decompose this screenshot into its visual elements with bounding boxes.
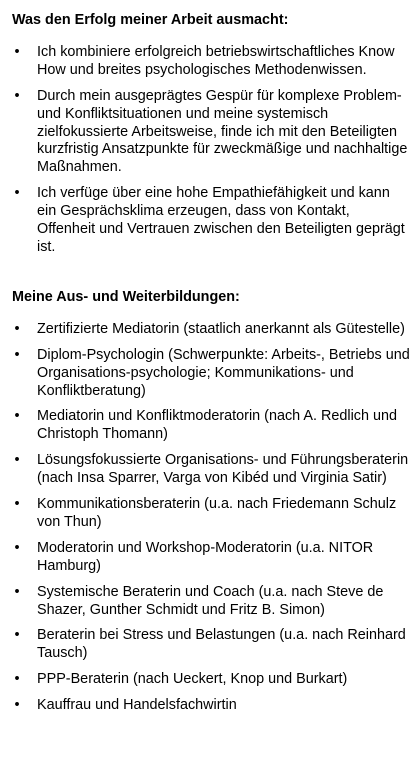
bullet-icon: • — [14, 87, 20, 104]
section-heading-education: Meine Aus- und Weiterbildungen: — [12, 288, 240, 305]
bullet-icon: • — [14, 185, 20, 202]
list-item — [12, 408, 411, 444]
list-item — [12, 584, 411, 620]
list-item-text: PPP-Beraterin (nach Ueckert, Knop und Burkart) — [37, 671, 348, 688]
education-list — [12, 321, 411, 715]
success-factors-list — [12, 44, 411, 257]
section-heading-success: Was den Erfolg meiner Arbeit ausmacht: — [12, 12, 289, 28]
list-item-text: Systemische Beraterin und Coach (u.a. nach Steve de Shazer, Gunther Schmidt und Fritz B. Simon) — [37, 583, 384, 618]
bullet-icon: • — [14, 43, 20, 60]
bullet-icon: • — [14, 452, 20, 469]
list-item — [12, 627, 411, 663]
list-item-text: Lösungsfokussierte Organisations- und Führungsberaterin (nach Insa Sparrer, Varga von Kibéd und Virginia Satir) — [37, 452, 409, 487]
list-item — [12, 496, 411, 532]
bullet-icon: • — [14, 346, 20, 363]
list-item — [12, 185, 411, 257]
list-item-text: Durch mein ausgeprägtes Gespür für komplexe Problem- und Konfliktsituationen und meine systemisch zielfokussierte Arbeitsweise, finde ich mit den Beteiligten kurzfristig Ansatzpunkte für zweckmäßige und nachhaltige Maßnahmen. — [37, 87, 408, 176]
bullet-icon: • — [14, 583, 20, 600]
list-item-text: Mediatorin und Konfliktmoderatorin (nach A. Redlich und Christoph Thomann) — [37, 408, 397, 443]
list-item-text: Kauffrau und Handelsfachwirtin — [37, 697, 237, 714]
bullet-icon: • — [14, 627, 20, 644]
list-item — [12, 697, 411, 715]
list-item — [12, 321, 411, 339]
list-item-text: Zertifizierte Mediatorin (staatlich anerkannt als Gütestelle) — [37, 320, 405, 337]
list-item — [12, 452, 411, 488]
bullet-icon: • — [14, 320, 20, 337]
bullet-icon: • — [14, 697, 20, 714]
bullet-icon: • — [14, 671, 20, 688]
list-item — [12, 88, 411, 178]
list-item — [12, 671, 411, 689]
bullet-icon: • — [14, 496, 20, 513]
list-item — [12, 540, 411, 576]
list-item-text: Diplom-Psychologin (Schwerpunkte: Arbeits-, Betriebs und Organisations-psychologie; Kommunikations- und Konfliktberatung) — [37, 346, 410, 399]
bullet-icon: • — [14, 408, 20, 425]
list-item-text: Moderatorin und Workshop-Moderatorin (u.a. NITOR Hamburg) — [37, 539, 374, 574]
list-item-text: Beraterin bei Stress und Belastungen (u.a. nach Reinhard Tausch) — [37, 627, 406, 662]
list-item — [12, 347, 411, 401]
bullet-icon: • — [14, 539, 20, 556]
list-item-text: Ich verfüge über eine hohe Empathiefähigkeit und kann ein Gesprächsklima erzeugen, dass von Kontakt, Offenheit und Vertrauen zwischen den Beteiligten geprägt ist. — [37, 185, 405, 255]
list-item-text: Kommunikationsberaterin (u.a. nach Friedemann Schulz von Thun) — [37, 496, 397, 530]
list-item-text: Ich kombiniere erfolgreich betriebswirtschaftliches Know How und breites psychologisches Methodenwissen. — [37, 43, 395, 78]
list-item — [12, 44, 411, 80]
